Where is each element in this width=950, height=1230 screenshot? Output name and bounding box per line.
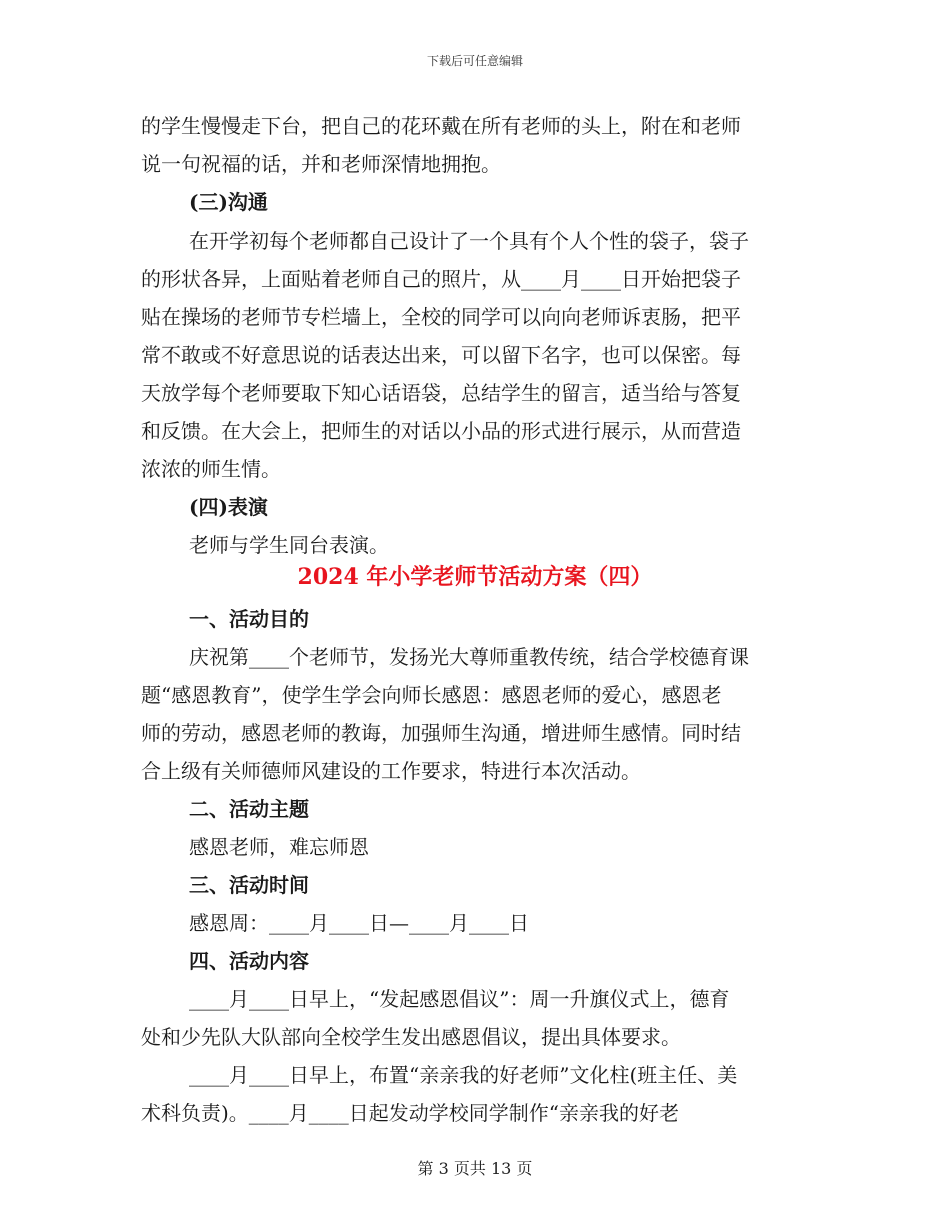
- body-text-line: ____月____日早上，“发起感恩倡议”：周一升旗仪式上，德育: [189, 987, 730, 1011]
- body-text-line: 天放学每个老师要取下知心话语袋，总结学生的留言，适当给与答复: [141, 381, 741, 405]
- body-text-line: 的形状各异，上面贴着老师自己的照片，从____月____日开始把袋子: [141, 267, 741, 291]
- section-heading: 一、活动目的: [189, 607, 309, 631]
- page-header: 下载后可任意编辑: [426, 54, 523, 68]
- section-heading: (三)沟通: [189, 190, 268, 214]
- body-text-line: 感恩周：____月____日—____月____日: [189, 911, 529, 935]
- body-text-line: ____月____日早上，布置“亲亲我的好老师”文化柱(班主任、美: [189, 1063, 738, 1087]
- body-text-line: 题“感恩教育”，使学生学会向师长感恩：感恩老师的爱心，感恩老: [141, 683, 722, 707]
- section-heading: 三、活动时间: [189, 873, 309, 897]
- document-title: 2024 年小学老师节活动方案（四）: [297, 564, 653, 590]
- body-text-line: 老师与学生同台表演。: [189, 533, 389, 557]
- section-heading: 二、活动主题: [189, 797, 309, 821]
- body-text-line: 师的劳动，感恩老师的教诲，加强师生沟通，增进师生感情。同时结: [141, 721, 741, 745]
- body-text-line: 处和少先队大队部向全校学生发出感恩倡议，提出具体要求。: [141, 1025, 681, 1049]
- body-text-line: 说一句祝福的话，并和老师深情地拥抱。: [141, 152, 501, 176]
- body-text-line: 庆祝第____个老师节，发扬光大尊师重教传统，结合学校德育课: [189, 645, 749, 669]
- body-text-line: 和反馈。在大会上，把师生的对话以小品的形式进行展示，从而营造: [141, 419, 741, 443]
- page-number: 第 3 页共 13 页: [417, 1159, 533, 1178]
- body-text-line: 常不敢或不好意思说的话表达出来，可以留下名字，也可以保密。每: [141, 343, 741, 367]
- body-text-line: 贴在操场的老师节专栏墙上，全校的同学可以向向老师诉衷肠，把平: [141, 305, 741, 329]
- body-text-line: 的学生慢慢走下台，把自己的花环戴在所有老师的头上，附在和老师: [141, 114, 741, 138]
- body-text-line: 术科负责)。____月____日起发动学校同学制作“亲亲我的好老: [141, 1101, 680, 1125]
- body-text-line: 感恩老师，难忘师恩: [189, 835, 369, 859]
- body-text-line: 合上级有关师德师风建设的工作要求，特进行本次活动。: [141, 759, 641, 783]
- section-heading: (四)表演: [189, 495, 268, 519]
- section-heading: 四、活动内容: [189, 949, 309, 973]
- body-text-line: 在开学初每个老师都自己设计了一个具有个人个性的袋子，袋子: [189, 229, 749, 253]
- body-text-line: 浓浓的师生情。: [141, 457, 281, 481]
